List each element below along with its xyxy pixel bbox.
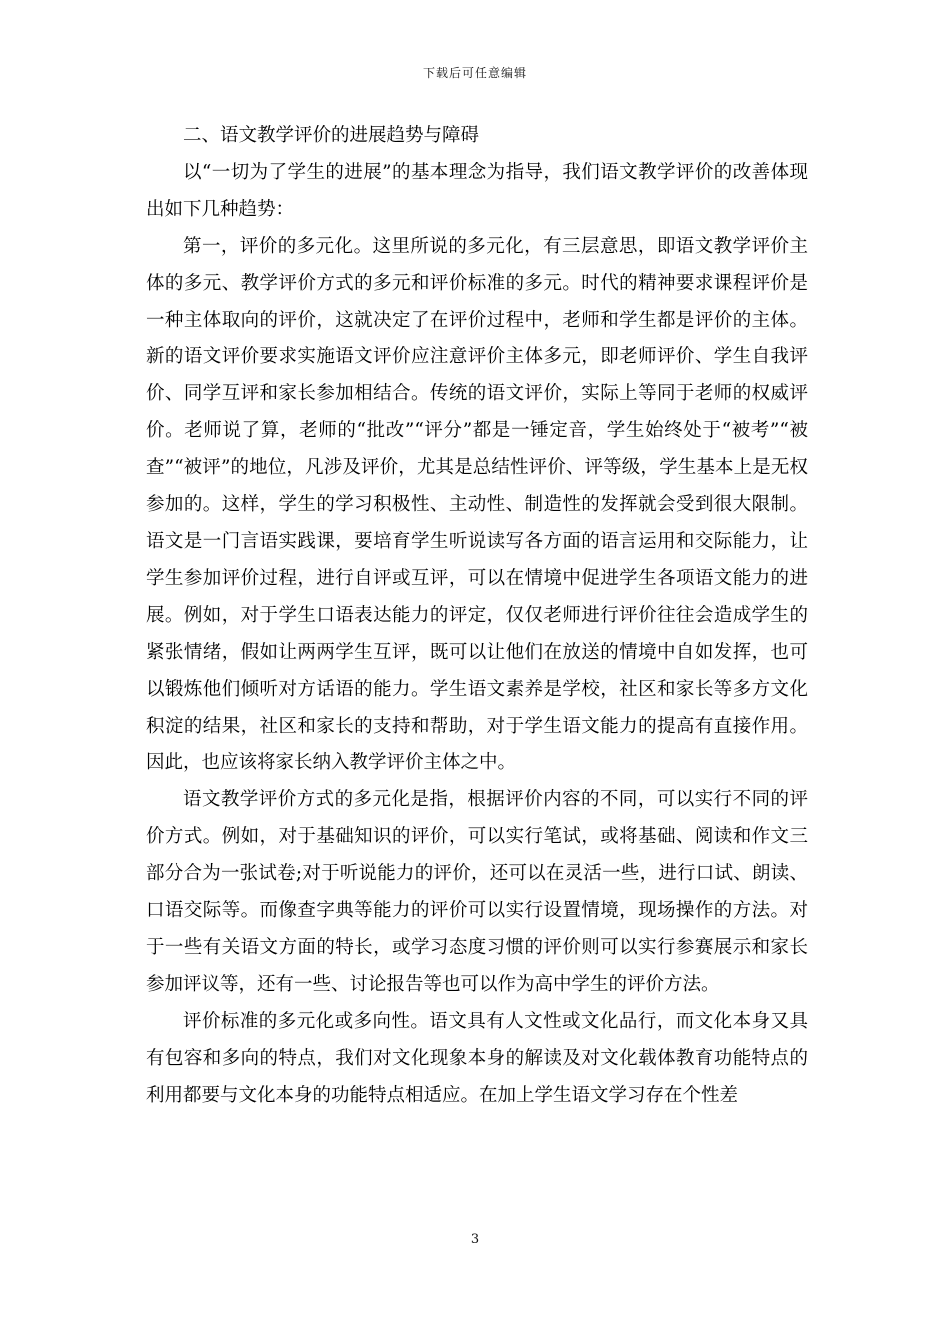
paragraph: 以“一切为了学生的进展”的基本理念为指导，我们语文教学评价的改善体现出如下几种趋势： xyxy=(146,161,808,220)
paragraph: 评价标准的多元化或多向性。语文具有人文性或文化品行，而文化本身又具有包容和多向的特点，我们对文化现象本身的解读及对文化载体教育功能特点的利用都要与文化本身的功能特点相适应。在加上学生语文学习存在个性差 xyxy=(146,1010,808,1106)
paragraph: 语文教学评价方式的多元化是指，根据评价内容的不同，可以实行不同的评价方式。例如，对于基础知识的评价，可以实行笔试，或将基础、阅读和作文三部分合为一张试卷;对于听说能力的评价，还可以在灵活一些，进行口试、朗读、口语交际等。而像查字典等能力的评价可以实行设置情境，现场操作的方法。对于一些有关语文方面的特长，或学习态度习惯的评价则可以实行参赛展示和家长参加评议等，还有一些、讨论报告等也可以作为高中学生的评价方法。 xyxy=(146,789,808,995)
page-header: 下载后可任意编辑 xyxy=(422,66,527,80)
section-heading: 二、语文教学评价的进展趋势与障碍 xyxy=(183,125,480,146)
page-number: 3 xyxy=(470,1232,480,1247)
paragraph: 第一，评价的多元化。这里所说的多元化，有三层意思，即语文教学评价主体的多元、教学评价方式的多元和评价标准的多元。时代的精神要求课程评价是一种主体取向的评价，这就决定了在评价过程中，老师和学生都是评价的主体。新的语文评价要求实施语文评价应注意评价主体多元，即老师评价、学生自我评价、同学互评和家长参加相结合。传统的语文评价，实际上等同于老师的权威评价。老师说了算，老师的“批改”“评分”都是一锤定音，学生始终处于“被考”“被查”“被评”的地位，凡涉及评价，尤其是总结性评价、评等级，学生基本上是无权参加的。这样，学生的学习积极性、主动性、制造性的发挥就会受到很大限制。语文是一门言语实践课，要培育学生听说读写各方面的语言运用和交际能力，让学生参加评价过程，进行自评或互评，可以在情境中促进学生各项语文能力的进展。例如，对于学生口语表达能力的评定，仅仅老师进行评价往往会造成学生的紧张情绪，假如让两两学生互评，既可以让他们在放送的情境中自如发挥，也可以锻炼他们倾听对方话语的能力。学生语文素养是学校，社区和家长等多方文化积淀的结果，社区和家长的支持和帮助，对于学生语文能力的提高有直接作用。因此，也应该将家长纳入教学评价主体之中。 xyxy=(146,235,808,774)
document-body xyxy=(146,118,808,1114)
